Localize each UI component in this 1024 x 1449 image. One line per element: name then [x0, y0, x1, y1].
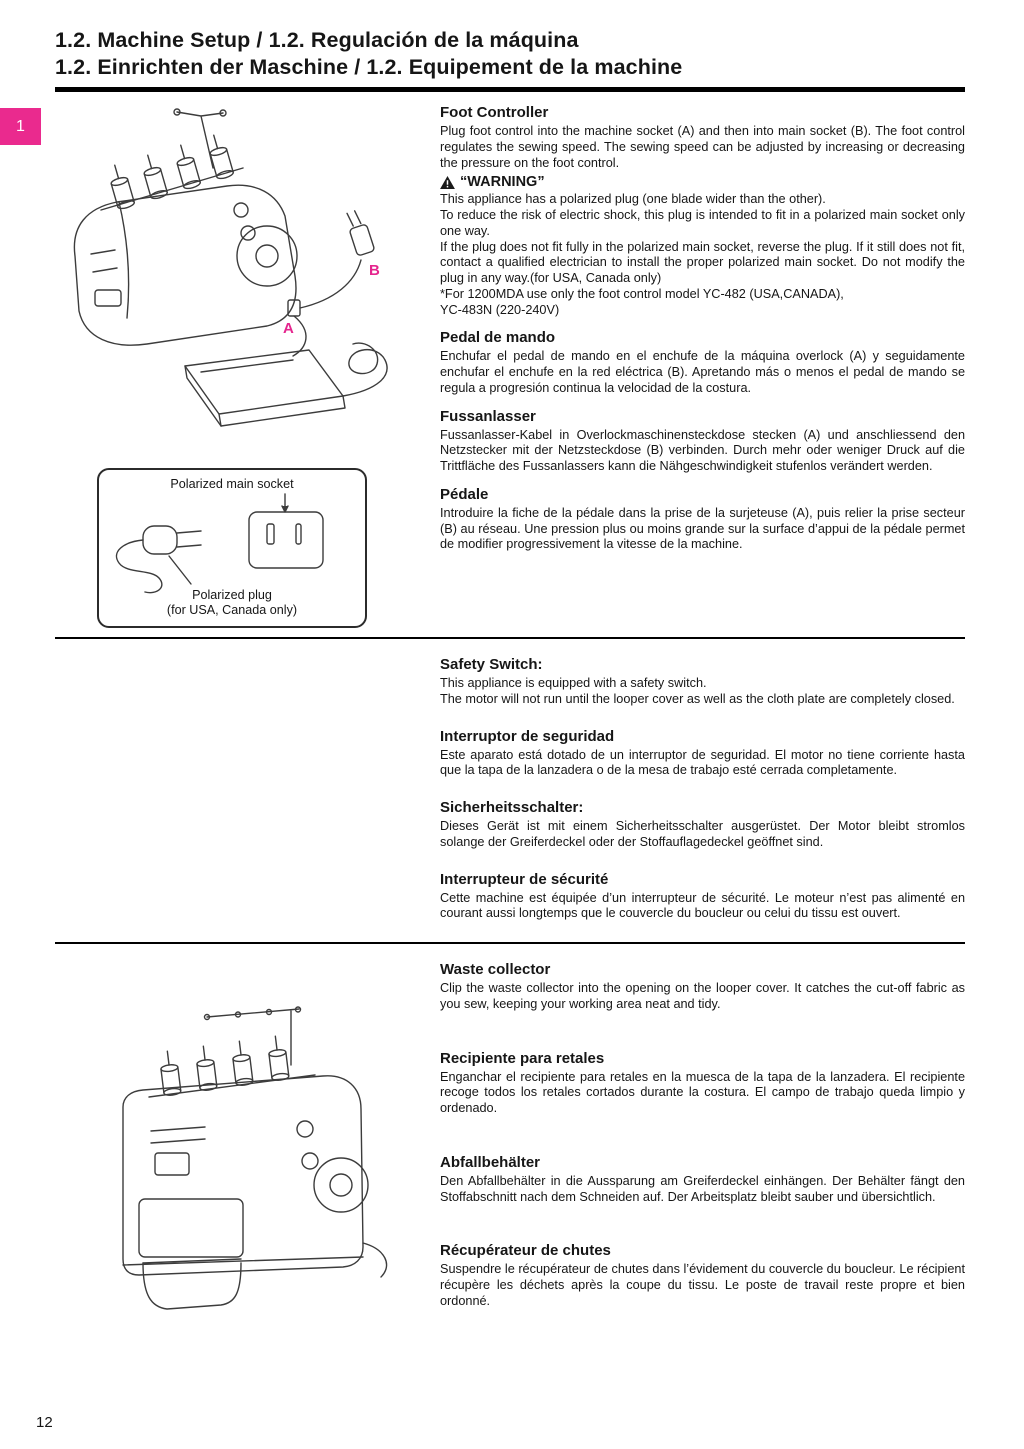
page-title-line2: 1.2. Einrichten der Maschine / 1.2. Equipement de la machine [55, 55, 683, 80]
title-rule [55, 87, 965, 92]
body-text: Fussanlasser-Kabel in Overlockmaschinensteckdose stecken (A) und anschliessend den Netzstecker mit der Netzsteckdose (B) verbinden. Durch mehr oder weniger Druck auf die Trittfläche des Fussanlassers kann die Nähgeschwindigkeit stufenlos verändert werden. [440, 427, 965, 474]
section-sicherheitsschalter [440, 799, 965, 851]
warning-text: This appliance has a polarized plug (one blade wider than the other). [440, 192, 826, 207]
body-text: Enchufar el pedal de mando en el enchufe de la máquina overlock (A) y seguidamente enchufar el enchufe en la red eléctrica (B). Apretando más o menos el pedal de mando se regula a progresión continua la velocidad de la costura. [440, 349, 965, 395]
plug-label-line1: Polarized plug [192, 587, 272, 602]
overlock-machine-front-drawing [55, 1003, 440, 1323]
section-fussanlasser [440, 408, 965, 475]
section-heading: Foot Controller [440, 104, 549, 122]
warning-icon [440, 176, 455, 189]
section-foot-controller [440, 104, 965, 318]
plug-label [99, 588, 365, 619]
body-text: Este aparato está dotado de un interruptor de seguridad. El motor no tiene corriente hasta que la tapa de la lanzadera o de la mesa de trabajo esté cerrada completamente. [440, 747, 965, 778]
warning-text: YC-483N (220-240V) [440, 302, 560, 317]
warning-heading: “WARNING” [460, 174, 545, 191]
body-text: Suspendre le récupérateur de chutes dans l’évidement du couvercle du boucleur. Le récipient récupère les déchets après la coupe du tissu. Le poste de travail reste propre et bien ordonné. [440, 1262, 965, 1308]
body-text: Cette machine est équipée d’un interrupteur de sécurité. Le moteur n’est pas alimenté en courant aussi longtemps que le couvercle du boucleur ou celui du tissu est ouvert. [440, 890, 965, 921]
figure-label-a: A [283, 320, 294, 338]
body-text: Clip the waste collector into the opening on the looper cover. It catches the cut-off fabric as you sew, keeping your working area neat and tidy. [440, 981, 965, 1011]
section-safety-switch-block [440, 652, 965, 922]
page-number: 12 [36, 1414, 53, 1431]
section-interrupteur-de-securite [440, 871, 965, 923]
main-socket-label: Polarized main socket [170, 477, 294, 492]
section-interruptor-de-seguridad [440, 728, 965, 780]
section-pedal-de-mando [440, 329, 965, 396]
section-divider-1 [55, 637, 965, 639]
page-header [55, 27, 965, 92]
plug-label-line2: (for USA, Canada only) [166, 603, 298, 618]
body-text: Dieses Gerät ist mit einem Sicherheitsschalter ausgerüstet. Der Motor bleibt stromlos solange der Greiferdeckel oder der Stoffauflagedeckel geöffnet sind. [440, 819, 965, 849]
section-heading: Interrupteur de sécurité [440, 870, 609, 888]
section-heading: Recipiente para retales [440, 1049, 605, 1067]
overlock-machine-pedal-drawing [55, 104, 425, 456]
section-heading: Récupérateur de chutes [440, 1242, 611, 1260]
polarized-plug-figure [97, 468, 367, 628]
section-waste-collector [440, 961, 965, 1013]
section-heading: Sicherheitsschalter: [440, 799, 584, 817]
section-heading: Pedal de mando [440, 329, 556, 347]
section-heading: Interruptor de seguridad [440, 727, 615, 745]
section-safety-switch [440, 656, 965, 708]
body-text: The motor will not run until the looper cover as well as the cloth plate are completely closed. [440, 691, 955, 706]
figure-label-b: B [369, 262, 380, 280]
section-recuperateur-de-chutes [440, 1242, 965, 1309]
body-text: Den Abfallbehälter in die Aussparung am Greiferdeckel einhängen. Der Behälter fängt den Stoffabschnitt nach dem Schneiden auf. Der Arbeitsplatz bleibt sauber und übersichtlich. [440, 1173, 965, 1204]
warning-heading-row [440, 174, 965, 190]
machine-illustration-2 [55, 1003, 440, 1323]
warning-text: To reduce the risk of electric shock, this plug is intended to fit in a polarized main socket only one way. [440, 208, 965, 238]
section-heading: Waste collector [440, 961, 551, 979]
chapter-tab [0, 108, 41, 145]
section-recipiente-para-retales [440, 1050, 965, 1117]
section-heading: Pédale [440, 485, 489, 503]
section-foot-controller-block [55, 104, 965, 628]
machine-illustration-1 [55, 104, 440, 456]
body-text: This appliance is equipped with a safety switch. [440, 676, 707, 691]
warning-text: If the plug does not fit fully in the polarized main socket, reverse the plug. If it still does not fit, contact a qualified electrician to install the proper polarized main socket. Do not modify the plug in any way.(for USA, Canada only) [440, 239, 965, 286]
warning-text: *For 1200MDA use only the foot control model YC-482 (USA,CANADA), [440, 286, 844, 301]
page-title-line1: 1.2. Machine Setup / 1.2. Regulación de la máquina [55, 28, 579, 52]
section-waste-collector-block [55, 957, 965, 1347]
section-heading: Fussanlasser [440, 407, 536, 425]
section-pedale [440, 486, 965, 553]
body-text: Introduire la fiche de la pédale dans la prise de la surjeteuse (A), puis relier la prise secteur (B) au réseau. Une pression plus ou moins grande sur la surface d’appui de la pédale permet de modifier progressivement la vitesse de la machine. [440, 505, 965, 552]
section-heading: Safety Switch: [440, 656, 543, 674]
section-heading: Abfallbehälter [440, 1153, 541, 1171]
section-divider-2 [55, 942, 965, 944]
section-abfallbehaelter [440, 1154, 965, 1206]
body-text: Enganchar el recipiente para retales en la muesca de la tapa de la lanzadera. El recipiente recoge todos los retales cortados durante la costura. El campo de trabajo queda limpio y ordenado. [440, 1069, 965, 1116]
chapter-tab-number: 1 [16, 117, 25, 135]
body-text: Plug foot control into the machine socket (A) and then into main socket (B). The foot control regulates the sewing speed. The sewing speed can be adjusted by increasing or decreasing the pressure on the foot control. [440, 124, 965, 170]
